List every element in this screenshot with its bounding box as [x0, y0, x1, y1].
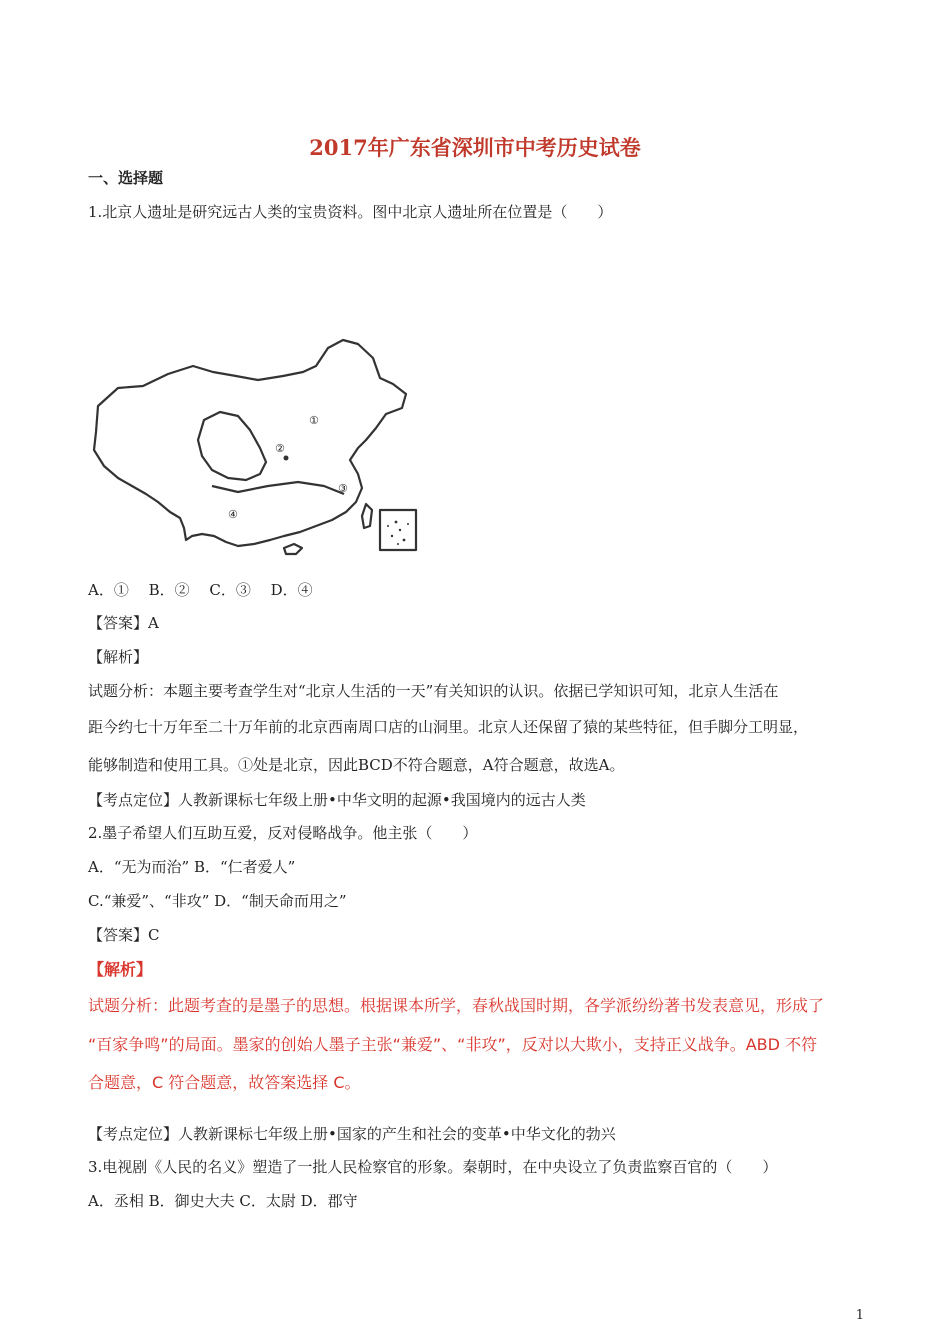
q2-kaodian: 【考点定位】人教新课标七年级上册•国家的产生和社会的变革•中华文化的勃兴: [88, 1125, 616, 1143]
q2-options-2: C.“兼爱”、“非攻” D．“制天命而用之”: [88, 892, 347, 910]
q1-analysis-line-2: 距今约七十万年至二十万年前的北京西南周口店的山洞里。北京人还保留了猿的某些特征，但手脚分工明显，: [88, 718, 809, 736]
q1-answer: 【答案】A: [88, 614, 159, 632]
q1-analysis-line-1: 试题分析：本题主要考查学生对“北京人生活的一天”有关知识的认识。依据已学知识可知，北京人生活在: [88, 682, 779, 700]
map-marker-4: ④: [228, 508, 238, 521]
q2-analysis-line-3: 合题意，C 符合题意，故答案选择 C。: [88, 1073, 361, 1092]
q2-stem: 2.墨子希望人们互助互爱，反对侵略战争。他主张（ ）: [88, 824, 478, 842]
taiwan-island: [362, 504, 372, 528]
page-number: 1: [855, 1308, 864, 1323]
map-marker-2: ②: [275, 442, 285, 455]
section-heading: 一、选择题: [88, 169, 164, 187]
q2-options-1: A．“无为而治” B．“仁者爱人”: [88, 858, 296, 876]
inner-region-line: [198, 412, 266, 480]
yangtze-line: [212, 482, 344, 494]
q1-stem: 1.北京人遗址是研究远古人类的宝贵资料。图中北京人遗址所在位置是（ ）: [88, 203, 613, 221]
q1-analysis-line-3: 能够制造和使用工具。①处是北京，因此BCD不符合题意，A符合题意，故选A。: [88, 756, 625, 774]
q2-analysis-label: 【解析】: [88, 960, 153, 979]
q2-analysis-line-2: “百家争鸣”的局面。墨家的创始人墨子主张“兼爱”、“非攻”，反对以大欺小，支持正义战争。ABD 不符: [88, 1035, 818, 1054]
q1-analysis-label: 【解析】: [88, 648, 149, 666]
china-map-figure: [88, 336, 422, 556]
hainan-island: [284, 544, 302, 554]
china-outline: [94, 340, 406, 546]
paper-title: 2017年广东省深圳市中考历史试卷: [309, 135, 641, 160]
q3-options: A．丞相 B．御史大夫 C．太尉 D．郡守: [88, 1192, 358, 1210]
q1-kaodian: 【考点定位】人教新课标七年级上册•中华文明的起源•我国境内的远古人类: [88, 791, 586, 809]
q3-stem: 3.电视剧《人民的名义》塑造了一批人民检察官的形象。秦朝时，在中央设立了负责监察百官的（ ）: [88, 1158, 778, 1176]
q2-answer: 【答案】C: [88, 926, 160, 944]
map-marker-3: ③: [338, 482, 348, 495]
map-marker-1: ①: [309, 414, 319, 427]
q1-options: A．① B．② C．③ D．④: [88, 581, 313, 599]
q2-analysis-line-1: 试题分析：此题考查的是墨子的思想。根据课本所学，春秋战国时期，各学派纷纷著书发表意见，形成了: [88, 996, 825, 1015]
